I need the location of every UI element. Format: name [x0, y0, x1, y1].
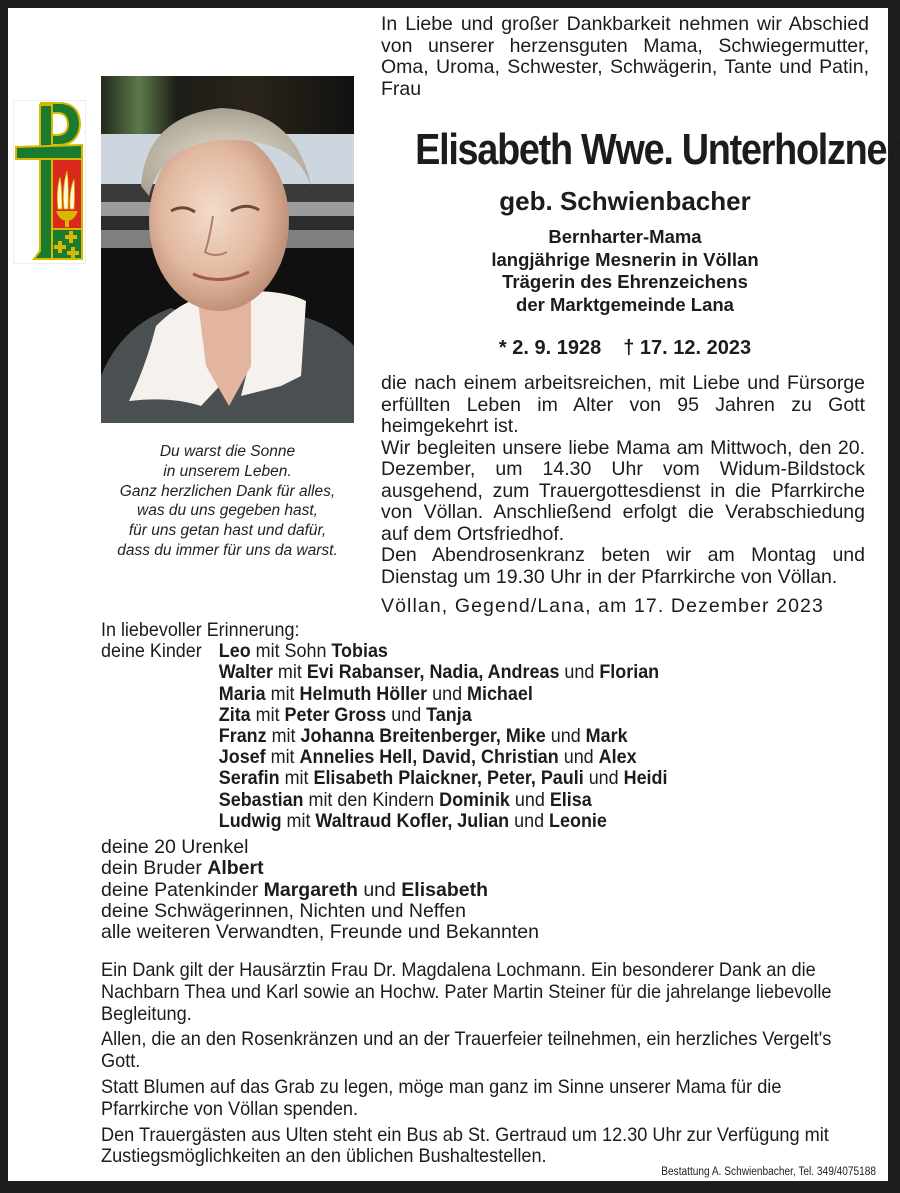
child-entry — [101, 790, 667, 811]
maiden-name: geb. Schwienbacher — [499, 186, 751, 216]
relative-name: Florian — [599, 661, 660, 684]
relative-name: Leo — [218, 640, 251, 663]
poem-line: in unserem Leben. — [163, 462, 292, 480]
relation-text: und — [509, 809, 550, 832]
poem-line: für uns getan hast und dafür, — [128, 522, 327, 540]
relation-text: alle weiteren Verwandten, Freunde und Bekannten — [101, 921, 539, 944]
poem-line: Du warst die Sonne — [159, 443, 296, 460]
chi-rho-cross-icon — [13, 100, 86, 264]
other-relatives-list — [101, 837, 861, 943]
relative-name: Heidi — [623, 767, 668, 790]
relation-text: mit — [277, 661, 307, 684]
relation-text: mit — [271, 725, 301, 748]
relative-name: Tobias — [331, 640, 388, 663]
relation-text: mit — [270, 682, 300, 705]
thanks-paragraph: Ein Dank gilt der Hausärztin Frau Dr. Magdalena Lochmann. Ein besonderer Dank an die Nachbarn Thea und Karl sowie an Hochw. Pater Martin Steiner für die jahrelange liebevolle Begleitung. — [101, 959, 832, 1025]
relative-name: Elisabeth Plaickner, Peter, Pauli — [313, 767, 584, 790]
survivors-heading: In liebevoller Erinnerung: — [101, 619, 300, 641]
intro-text: In Liebe und großer Dankbarkeit nehmen wir Abschied von unserer herzensguten Mama, Schwiegermutter, Oma, Uroma, Schwester, Schwägerin, Tante und Patin, Frau — [381, 13, 869, 100]
child-entry — [101, 768, 667, 789]
relative-name: Serafin — [218, 767, 280, 790]
title-line: Bernharter-Mama — [548, 226, 702, 247]
acknowledgements — [101, 960, 871, 1172]
relative-entry — [101, 922, 861, 943]
body-paragraph: Den Abendrosenkranz beten wir am Montag und Dienstag um 19.30 Uhr in der Pfarrkirche von Völlan. — [381, 544, 865, 588]
children-label — [101, 811, 219, 832]
relation-text: mit — [255, 703, 285, 726]
relation-text: dein Bruder — [101, 857, 208, 880]
relative-name: Helmuth Höller — [299, 682, 428, 705]
relation-text: mit — [270, 746, 300, 769]
relation-text: und — [386, 703, 427, 726]
relative-name: Waltraud Kofler, Julian — [315, 809, 510, 832]
relative-name: Zita — [218, 703, 251, 726]
honorific-titles — [381, 226, 869, 316]
children-label — [101, 768, 219, 789]
relation-text: und — [509, 788, 550, 811]
relative-entry — [101, 880, 861, 901]
relative-name: Elisabeth — [401, 878, 488, 901]
children-label — [101, 662, 219, 683]
relative-name: Elisa — [549, 788, 592, 811]
death-date: † 17. 12. 2023 — [623, 337, 752, 359]
child-entry — [101, 641, 667, 662]
relative-entry — [101, 858, 861, 879]
children-label: deine Kinder — [101, 640, 202, 663]
children-list — [101, 641, 667, 832]
relative-name: Johanna Breitenberger, Mike — [300, 725, 546, 748]
relative-entry — [101, 837, 861, 858]
relative-name: Mark — [585, 725, 628, 748]
relation-text: mit den Kindern — [308, 788, 440, 811]
relative-name: Franz — [218, 725, 267, 748]
survivors-list — [101, 620, 861, 943]
child-entry — [101, 747, 667, 768]
relative-name: Margareth — [263, 878, 358, 901]
children-label — [101, 705, 219, 726]
birth-date: * 2. 9. 1928 — [498, 337, 602, 359]
relation-text: deine Schwägerinnen, Nichten und Neffen — [101, 899, 466, 922]
relation-text: und — [545, 725, 586, 748]
child-entry — [101, 811, 667, 832]
relative-name: Albert — [207, 857, 264, 880]
relation-text: und — [559, 661, 600, 684]
funeral-details — [381, 373, 865, 588]
relative-name: Sebastian — [218, 788, 304, 811]
relative-name: Evi Rabanser, Nadia, Andreas — [306, 661, 560, 684]
relation-text: mit — [286, 809, 316, 832]
poem-line: dass du immer für uns da warst. — [117, 541, 338, 559]
relation-text: und — [583, 767, 624, 790]
relation-text: mit — [284, 767, 314, 790]
relative-name: Ludwig — [218, 809, 282, 832]
life-dates — [381, 336, 869, 360]
thanks-paragraph: Statt Blumen auf das Grab zu legen, möge man ganz im Sinne unserer Mama für die Pfarrkirche von Völlan spenden. — [101, 1075, 782, 1120]
relative-name: Alex — [598, 746, 637, 769]
relative-name: Annelies Hell, David, Christian — [299, 746, 559, 769]
relation-text: deine 20 Urenkel — [101, 836, 249, 859]
relative-name: Leonie — [549, 809, 607, 832]
child-entry — [101, 705, 667, 726]
relative-entry — [101, 901, 861, 922]
relative-name: Maria — [218, 682, 266, 705]
relation-text: und — [558, 746, 599, 769]
children-label — [101, 747, 219, 768]
child-entry — [101, 726, 667, 747]
relation-text: mit Sohn — [255, 640, 332, 663]
children-label — [101, 790, 219, 811]
title-line: langjährige Mesnerin in Völlan — [491, 248, 759, 270]
body-paragraph: die nach einem arbeitsreichen, mit Liebe und Fürsorge erfüllten Leben im Alter von 95 Jahren zu Gott heimgekehrt ist. — [381, 372, 865, 437]
place-and-date: Völlan, Gegend/Lana, am 17. Dezember 2023 — [381, 595, 824, 617]
obituary-page — [8, 8, 900, 1181]
thanks-paragraph: Allen, die an den Rosenkränzen und an der Trauerfeier teilnehmen, ein herzliches Vergelt's Gott. — [101, 1028, 832, 1073]
funeral-home-credit: Bestattung A. Schwienbacher, Tel. 349/4075188 — [661, 1166, 876, 1178]
relative-name: Michael — [467, 682, 533, 705]
memorial-poem — [101, 442, 354, 561]
relation-text: und — [357, 878, 402, 901]
deceased-name: Elisabeth Wwe. Unterholzner — [415, 125, 900, 174]
relative-name: Walter — [218, 661, 273, 684]
relative-name: Peter Gross — [284, 703, 387, 726]
poem-line: Ganz herzlichen Dank für alles, — [119, 482, 336, 500]
poem-line: was du uns gegeben hast, — [137, 502, 318, 520]
children-label — [101, 684, 219, 705]
child-entry — [101, 684, 667, 705]
relation-text: deine Patenkinder — [101, 878, 264, 901]
title-line: der Marktgemeinde Lana — [516, 293, 734, 315]
body-paragraph: Wir begleiten unsere liebe Mama am Mittwoch, den 20. Dezember, um 14.30 Uhr vom Widum-Bildstock ausgehend, zum Trauergottesdienst in die Pfarrkirche von Völlan. Anschließend erfolgt die Verabschiedung auf dem Ortsfriedhof. — [381, 436, 865, 545]
child-entry — [101, 662, 667, 683]
relation-text: und — [427, 682, 468, 705]
relative-name: Dominik — [439, 788, 510, 811]
relative-name: Tanja — [426, 703, 472, 726]
portrait-photo — [101, 76, 354, 423]
children-label — [101, 726, 219, 747]
thanks-paragraph: Den Trauergästen aus Ulten steht ein Bus ab St. Gertraud um 12.30 Uhr zur Verfügung mit Zustiegsmöglichkeiten an den üblichen Bushaltestellen. — [101, 1123, 829, 1168]
title-line: Trägerin des Ehrenzeichens — [502, 271, 748, 292]
relative-name: Josef — [218, 746, 266, 769]
